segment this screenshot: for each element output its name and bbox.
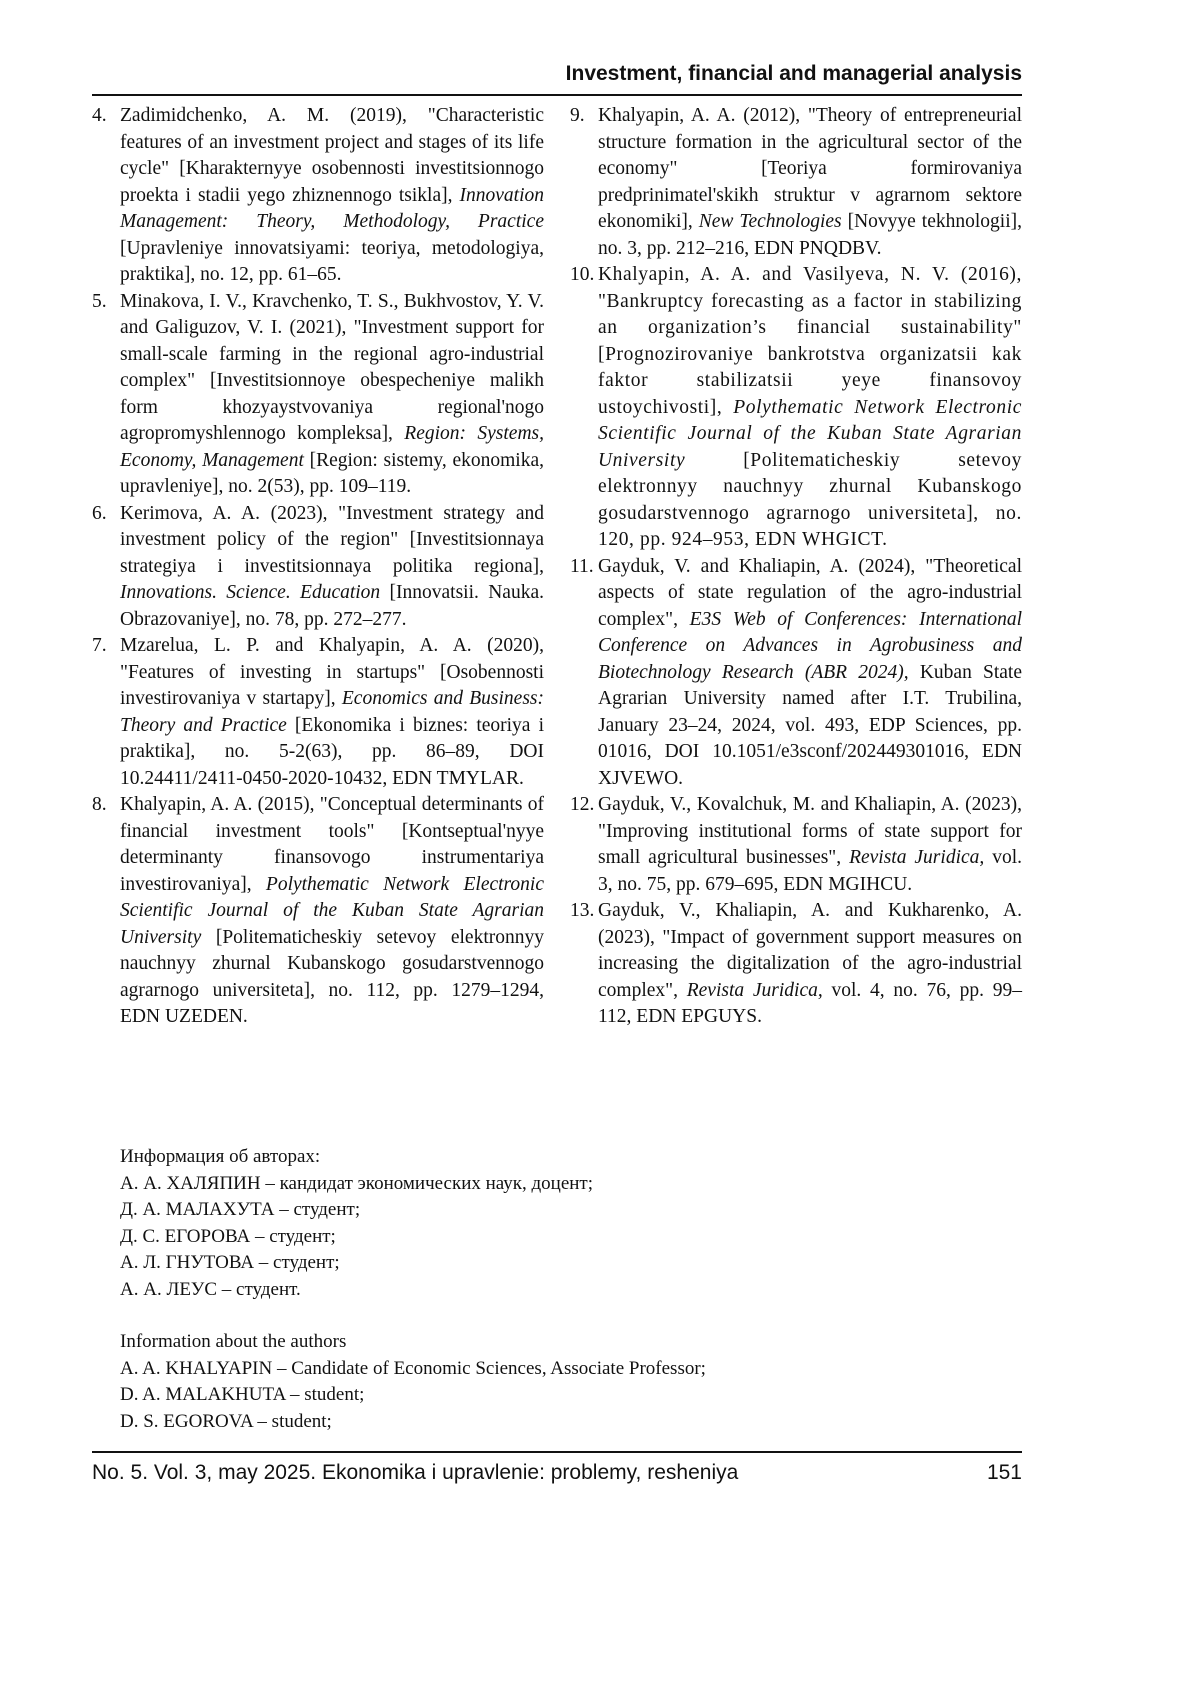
- reference-text: [120, 103, 544, 289]
- reference-source-title: E3S Web of Conferences: International Conference on Advances in Agrobusiness and Biotechnology Research (ABR 2024),: [598, 609, 1022, 683]
- authors-info-ru: [120, 1144, 593, 1303]
- reference-number: 4.: [92, 103, 120, 289]
- reference-text: [598, 103, 1022, 262]
- authors-heading-en: Information about the authors: [120, 1329, 706, 1356]
- author-line: Д. С. ЕГОРОВА – студент;: [120, 1224, 593, 1251]
- author-line: А. А. ХАЛЯПИН – кандидат экономических наук, доцент;: [120, 1171, 593, 1198]
- reference-item: [92, 289, 544, 501]
- reference-text-part: Minakova, I. V., Kravchenko, T. S., Bukhvostov, Y. V. and Galiguzov, V. I. (2021), "Investment support for small-scale farming in the regional agro-industrial complex" [Investitsionnoye obespecheniye malikh form khozyaystvovaniya regional'nogo agropromyshlennogo kompleksa],: [120, 291, 544, 445]
- reference-text-part: Kerimova, A. A. (2023), "Investment strategy and investment policy of the region" [Investitsionnaya strategiya i investitsionnaya politika regiona],: [120, 503, 544, 577]
- reference-item: [92, 103, 544, 289]
- reference-source-title: Economics and Business: Theory and Practice: [120, 688, 544, 736]
- reference-item: [570, 262, 1022, 554]
- reference-number: 12.: [570, 792, 598, 898]
- reference-text-part: Khalyapin, A. A. and Vasilyeva, N. V. (2016), "Bankruptcy forecasting as a factor in stabilizing an organization’s financial sustainability" [Prognozirovaniye bankrotstva organizatsii kak faktor stabilizatsii yeye finansovoy ustoychivosti],: [598, 264, 1022, 418]
- authors-info-en: [120, 1329, 706, 1435]
- reference-number: 9.: [570, 103, 598, 262]
- reference-text: [598, 554, 1022, 793]
- reference-source-title: Polythematic Network Electronic Scientific Journal of the Kuban State Agrarian University: [598, 397, 1022, 471]
- reference-source-title: Innovation Management: Theory, Methodology, Practice: [120, 185, 544, 233]
- author-line: А. А. ЛЕУС – студент.: [120, 1277, 593, 1304]
- reference-source-title: Polythematic Network Electronic Scientific Journal of the Kuban State Agrarian University: [120, 874, 544, 948]
- reference-text-part: [Innovatsii. Nauka. Obrazovaniye], no. 78, pp. 272–277.: [120, 582, 544, 630]
- reference-number: 10.: [570, 262, 598, 554]
- running-header-title: Investment, financial and managerial analysis: [566, 62, 1022, 86]
- reference-number: 8.: [92, 792, 120, 1031]
- reference-text-part: [Politematicheskiy setevoy elektronnyy nauchnyy zhurnal Kubanskogo gosudarstvennogo agrarnogo universiteta], no. 120, pp. 924–953, EDN WHGICT.: [598, 450, 1022, 551]
- authors-heading-ru: Информация об авторах:: [120, 1144, 593, 1171]
- reference-text-part: vol. 3, no. 75, pp. 679–695, EDN MGIHCU.: [598, 847, 1022, 895]
- reference-text-part: [Politematicheskiy setevoy elektronnyy nauchnyy zhurnal Kubanskogo gosudarstvennogo agrarnogo universiteta], no. 112, pp. 1279–1294, EDN UZEDEN.: [120, 927, 544, 1028]
- reference-number: 6.: [92, 501, 120, 634]
- author-line: D. A. MALAKHUTA – student;: [120, 1382, 706, 1409]
- reference-text-part: Kuban State Agrarian University named after I.T. Trubilina, January 23–24, 2024, vol. 493, EDP Sciences, pp. 01016, DOI 10.1051/e3sconf/202449301016, EDN XJVEWO.: [598, 662, 1022, 789]
- reference-text: [120, 792, 544, 1031]
- reference-source-title: Revista Juridica,: [849, 847, 984, 868]
- reference-number: 13.: [570, 898, 598, 1031]
- reference-number: 5.: [92, 289, 120, 501]
- header-rule: [92, 94, 1022, 96]
- reference-text-part: Khalyapin, A. A. (2015), "Conceptual determinants of financial investment tools" [Kontseptual'nyye determinanty finansovogo instrumentariya investirovaniya],: [120, 794, 544, 895]
- reference-text-part: Zadimidchenko, A. M. (2019), "Characteristic features of an investment project and stages of its life cycle" [Kharakternyye osobennosti investitsionnogo proekta i stadii yego zhiznennogo tsikla],: [120, 105, 544, 206]
- reference-text: [120, 289, 544, 501]
- reference-item: [570, 898, 1022, 1031]
- reference-item: [92, 501, 544, 634]
- reference-text-part: vol. 4, no. 76, pp. 99–112, EDN EPGUYS.: [598, 980, 1022, 1028]
- reference-item: [92, 633, 544, 792]
- reference-item: [570, 792, 1022, 898]
- reference-text-part: [Upravleniye innovatsiyami: teoriya, metodologiya, praktika], no. 12, pp. 61–65.: [120, 238, 544, 286]
- reference-source-title: Region: Systems, Economy, Management: [120, 423, 544, 471]
- reference-number: 11.: [570, 554, 598, 793]
- reference-text: [120, 633, 544, 792]
- reference-text: [598, 792, 1022, 898]
- references-left-column: [92, 103, 544, 1031]
- page-number: 151: [987, 1461, 1022, 1485]
- reference-text-part: Mzarelua, L. P. and Khalyapin, A. A. (2020), "Features of investing in startups" [Osobennosti investirovaniya v startapy],: [120, 635, 544, 709]
- footer-rule: [92, 1451, 1022, 1453]
- reference-source-title: New Technologies: [699, 211, 842, 232]
- reference-number: 7.: [92, 633, 120, 792]
- author-line: D. S. EGOROVA – student;: [120, 1409, 706, 1436]
- reference-text-part: Khalyapin, A. A. (2012), "Theory of entrepreneurial structure formation in the agricultural sector of the economy" [Teoriya formirovaniya predprinimatel'skikh struktur v agrarnom sektore ekonomiki],: [598, 105, 1022, 232]
- author-line: А. Л. ГНУТОВА – студент;: [120, 1250, 593, 1277]
- reference-text-part: Gayduk, V., Khaliapin, A. and Kukharenko, A. (2023), "Impact of government support measures on increasing the digitalization of the agro-industrial complex",: [598, 900, 1022, 1001]
- reference-text: [598, 898, 1022, 1031]
- reference-text-part: [Region: sistemy, ekonomika, upravleniye], no. 2(53), pp. 109–119.: [120, 450, 544, 498]
- references-right-column: [570, 103, 1022, 1031]
- reference-source-title: Revista Juridica,: [687, 980, 823, 1001]
- reference-text-part: Gayduk, V., Kovalchuk, M. and Khaliapin, A. (2023), "Improving institutional forms of state support for small agricultural businesses",: [598, 794, 1022, 868]
- author-line: Д. А. МАЛАХУТА – студент;: [120, 1197, 593, 1224]
- reference-text-part: [Ekonomika i biznes: teoriya i praktika], no. 5-2(63), pp. 86–89, DOI 10.24411/2411-0450-2020-10432, EDN TMYLAR.: [120, 715, 544, 789]
- reference-item: [570, 103, 1022, 262]
- footer-journal: No. 5. Vol. 3, may 2025. Ekonomika i upravlenie: problemy, resheniya: [92, 1461, 738, 1485]
- reference-item: [570, 554, 1022, 793]
- reference-item: [92, 792, 544, 1031]
- author-line: A. A. KHALYAPIN – Candidate of Economic Sciences, Associate Professor;: [120, 1356, 706, 1383]
- reference-text: [598, 262, 1022, 554]
- reference-text-part: [Novyye tekhnologii], no. 3, pp. 212–216, EDN PNQDBV.: [598, 211, 1022, 259]
- reference-source-title: Innovations. Science. Education: [120, 582, 380, 603]
- reference-text-part: Gayduk, V. and Khaliapin, A. (2024), "Theoretical aspects of state regulation of the agro-industrial complex",: [598, 556, 1022, 630]
- reference-text: [120, 501, 544, 634]
